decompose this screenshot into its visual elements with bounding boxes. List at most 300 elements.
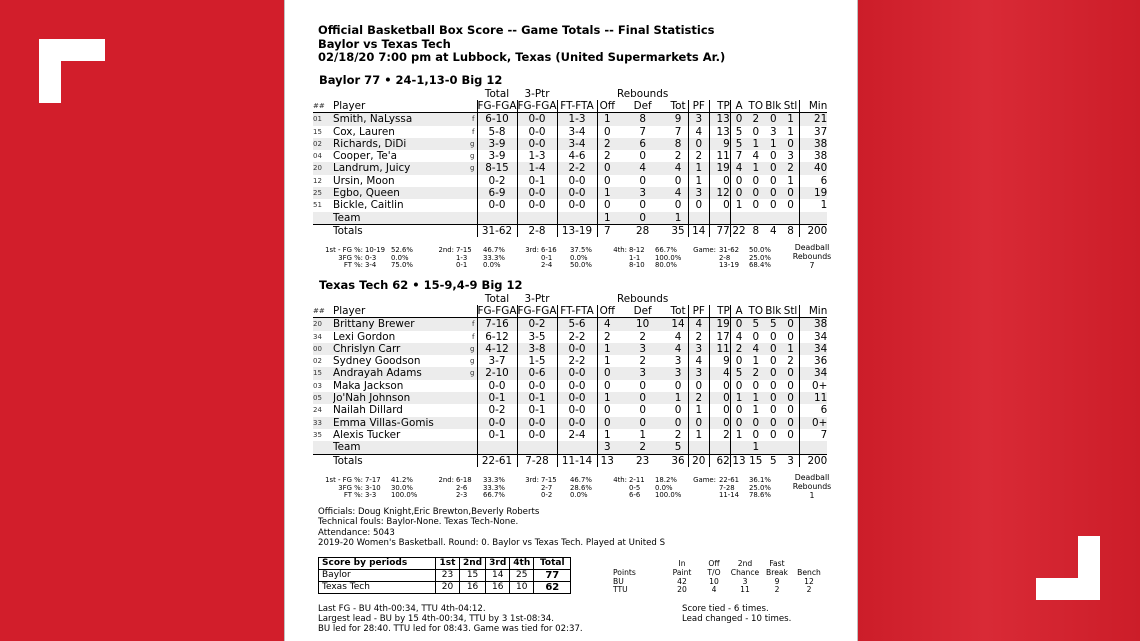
- player-def: 3: [617, 367, 668, 379]
- player-a: 5: [730, 126, 747, 138]
- pct-value: 7: [809, 261, 815, 270]
- player-pf: 0: [688, 417, 709, 429]
- totals-pos: [467, 454, 477, 467]
- player-tp3: 0-0: [517, 380, 557, 392]
- matchup-line: Baylor vs Texas Tech: [318, 37, 451, 51]
- officials-line: Officials: Doug Knight,Eric Brewton,Beverly Roberts: [318, 507, 540, 517]
- player-name: Lexi Gordon: [333, 330, 396, 343]
- player-tp3: 0-0: [517, 417, 557, 429]
- player-def: 3: [617, 187, 668, 199]
- player-blk: 0: [764, 343, 782, 355]
- pct-value: 28.6%: [570, 483, 592, 492]
- period-header: Total: [534, 558, 571, 570]
- player-a: 0: [730, 355, 747, 367]
- team-name: Baylor: [319, 570, 436, 582]
- player-tp: 19: [709, 162, 730, 174]
- header-min: Min: [799, 305, 827, 318]
- player-name: Maka Jackson: [333, 379, 404, 392]
- misc-stat-ttu: 2: [806, 585, 812, 595]
- pct-value: 2-3: [456, 491, 468, 500]
- team-row: [313, 441, 827, 454]
- header-off: Off: [597, 305, 617, 318]
- team-off: 1: [597, 212, 617, 225]
- pct-value: 100.0%: [391, 491, 418, 500]
- pct-value: 52.6%: [391, 246, 413, 254]
- totals-pf: 20: [688, 454, 709, 467]
- totals-tot: 36: [668, 454, 688, 467]
- player-pos: g: [467, 367, 477, 379]
- player-name: Landrum, Juicy: [333, 162, 467, 174]
- pct-value: 68.4%: [749, 261, 771, 270]
- player-def: 1: [639, 428, 646, 441]
- player-tot: 0: [674, 379, 682, 392]
- player-pf: 4: [688, 126, 709, 138]
- header-group-off: [597, 293, 617, 305]
- player-row: [313, 417, 827, 429]
- pct-value: 2-4: [541, 261, 553, 270]
- player-stl: 0: [782, 367, 799, 379]
- pct-q3a: [541, 247, 563, 270]
- player-row: [313, 126, 827, 138]
- header-def: Def: [617, 100, 668, 113]
- team-to: [747, 212, 764, 225]
- player-tp3: 0-0: [517, 126, 557, 138]
- player-tot: 0: [674, 404, 682, 417]
- player-tp: 0: [709, 392, 730, 404]
- player-tp: 9: [709, 138, 730, 150]
- player-num: 25: [313, 187, 333, 199]
- texas-tech-box-score-table: [313, 293, 827, 467]
- pct-q3a: [541, 477, 563, 500]
- pct-value: 46.7%: [483, 246, 505, 254]
- player-row: [313, 380, 827, 392]
- player-pf: 1: [688, 162, 709, 174]
- player-a: 1: [730, 429, 747, 441]
- pct-value: 1-1: [629, 253, 641, 262]
- player-pf: 0: [688, 199, 709, 211]
- table-header-group-row: [313, 293, 827, 305]
- header-num: ##: [313, 100, 333, 113]
- team-row: [313, 212, 827, 225]
- header-def: Def: [617, 305, 668, 318]
- player-off: 1: [597, 355, 617, 367]
- player-stl: 2: [787, 355, 794, 368]
- player-row: [313, 138, 827, 150]
- pct-value: 36.1%: [749, 476, 771, 484]
- player-tp3: 0-1: [517, 175, 557, 187]
- player-tp: 11: [709, 150, 730, 162]
- player-off: 0: [597, 162, 617, 174]
- misc-stat-ttu: 20: [677, 585, 687, 595]
- misc-stat-h2: Paint: [672, 567, 692, 577]
- period-score: 16: [486, 582, 510, 594]
- player-tp3: 0-0: [517, 429, 557, 441]
- misc-stat-column: [762, 560, 792, 595]
- player-tp3: 0-0: [517, 138, 557, 150]
- pct-value: FT %:: [343, 491, 363, 500]
- header-name: Player: [333, 305, 467, 318]
- header-group-blk: [764, 293, 782, 305]
- player-tp3: 0-6: [517, 367, 557, 379]
- player-to: 1: [752, 404, 760, 417]
- player-tp: 13: [709, 126, 730, 138]
- team-tp: [709, 212, 730, 225]
- pct-value: 0-3: [365, 253, 377, 262]
- player-blk: 3: [769, 125, 777, 138]
- team-name: Team: [333, 441, 467, 454]
- header-group-off: [597, 88, 617, 100]
- table-header-group-row: [313, 88, 827, 100]
- header-group-tot: [668, 88, 688, 100]
- player-name: Smith, NaLyssa: [333, 113, 467, 126]
- player-fg: 0-2: [477, 404, 517, 416]
- player-to: 2: [747, 113, 764, 126]
- player-tp3: 1-5: [517, 355, 557, 367]
- player-pf: 2: [688, 331, 709, 343]
- player-off: 0: [597, 175, 617, 187]
- player-def: 0: [617, 417, 668, 429]
- player-stl: 1: [787, 125, 794, 138]
- player-tot: 14: [668, 318, 688, 331]
- player-pf: 2: [688, 150, 709, 162]
- player-pf: 0: [688, 380, 709, 392]
- player-a: 0: [730, 187, 747, 199]
- period-header: 1st: [436, 558, 460, 570]
- team-num: [313, 212, 333, 225]
- pct-q2a: [456, 477, 478, 500]
- lead-changed-line: Lead changed - 10 times.: [682, 614, 792, 624]
- player-def: 10: [617, 318, 668, 331]
- totals-tp: 62: [709, 454, 730, 467]
- player-pf: 4: [688, 318, 709, 331]
- pct-q1b: [391, 247, 421, 270]
- pct-value: 0-2: [541, 491, 553, 500]
- score-by-periods-label: Score by periods: [319, 558, 436, 570]
- player-stl: 1: [782, 343, 799, 355]
- player-name: Andrayah Adams: [333, 367, 467, 379]
- pct-value: 30.0%: [391, 483, 413, 492]
- player-off: 0: [597, 380, 617, 392]
- player-name: Chrislyn Carr: [333, 343, 467, 355]
- player-pos: [467, 392, 477, 404]
- player-name: Jo'Nah Johnson: [333, 392, 467, 404]
- team-blk: [764, 441, 782, 454]
- player-fg: 3-9: [477, 150, 517, 162]
- player-blk: 0: [764, 187, 782, 199]
- player-row: [313, 331, 827, 343]
- header-group-min: [799, 88, 827, 100]
- score-tied-line: Score tied - 6 times.: [682, 604, 769, 614]
- header-group-tp: [709, 88, 730, 100]
- box-score-document: [284, 0, 858, 641]
- player-fg: 2-10: [477, 367, 517, 379]
- pct-value: 10-19: [365, 246, 386, 254]
- header-group-num: [313, 293, 333, 305]
- player-num: 15: [313, 127, 322, 136]
- player-row: [313, 150, 827, 162]
- player-name: Alexis Tucker: [333, 428, 401, 441]
- player-blk: 0: [769, 404, 777, 417]
- player-def: 4: [617, 162, 668, 174]
- player-ft: 2-2: [557, 162, 597, 174]
- player-tot: 2: [674, 150, 682, 163]
- pct-value: 1: [809, 491, 815, 500]
- pct-label: Game:: [693, 246, 716, 254]
- corner-bracket-bottom-right-vertical: [1078, 536, 1100, 600]
- pct-value: 66.7%: [655, 246, 677, 254]
- player-ft: 2-4: [557, 429, 597, 441]
- player-a: 2: [730, 343, 747, 355]
- misc-stat-h2: Points: [613, 567, 636, 577]
- pct-value: 33.3%: [483, 483, 505, 492]
- player-min: 21: [799, 113, 827, 126]
- pct-q3b: [570, 477, 600, 500]
- player-def: 0: [617, 392, 668, 404]
- pct-value: 50.0%: [749, 246, 771, 254]
- player-tot: 4: [668, 187, 688, 199]
- team-pos: [467, 441, 477, 454]
- player-tp3: 0-1: [517, 404, 557, 416]
- header-fg: FG-FGA: [477, 305, 517, 317]
- player-ft: 0-0: [557, 187, 597, 199]
- header-group-tp: [709, 293, 730, 305]
- pct-q4l: [601, 477, 627, 485]
- header-ft: FT-FTA: [557, 100, 597, 113]
- player-fg: 4-12: [477, 343, 517, 355]
- player-def: 2: [639, 330, 646, 343]
- player-row: [313, 318, 827, 331]
- pct-value: 25.0%: [749, 253, 771, 262]
- team-min: [799, 212, 827, 225]
- pct-value: 0.0%: [655, 483, 673, 492]
- player-name: Richards, DiDi: [333, 138, 467, 150]
- player-min: 1: [799, 199, 827, 211]
- player-min: 19: [799, 187, 827, 199]
- totals-stl: 8: [782, 224, 799, 237]
- player-to: 5: [747, 318, 764, 331]
- period-score: 15: [460, 570, 486, 582]
- pct-labels: [315, 247, 363, 270]
- player-ft: 2-2: [557, 355, 597, 367]
- player-stl: 1: [782, 113, 799, 126]
- player-a: 0: [730, 404, 747, 416]
- attendance-line: Attendance: 5043: [318, 528, 395, 538]
- header-ft: FT-FTA: [557, 305, 597, 318]
- player-tot: 0: [674, 199, 682, 212]
- pct-value: 7-28: [719, 483, 735, 492]
- player-tp: 0: [709, 199, 730, 211]
- pct-value: 3-10: [365, 483, 381, 492]
- player-row: [313, 404, 827, 416]
- last-fg-line: Last FG - BU 4th-00:34, TTU 4th-04:12.: [318, 604, 486, 614]
- player-tp: 0: [709, 417, 730, 429]
- pct-q1b: [391, 477, 421, 500]
- player-row: [313, 162, 827, 174]
- player-ft: 1-3: [557, 113, 597, 126]
- period-score: 25: [510, 570, 534, 582]
- player-tp3: 3-8: [517, 343, 557, 355]
- player-tot: 0: [674, 174, 682, 187]
- pct-value: 41.2%: [391, 476, 413, 484]
- player-pf: 4: [688, 355, 709, 367]
- header-group-ft: [557, 88, 597, 100]
- totals-off: 13: [597, 454, 617, 467]
- player-tot: 9: [668, 113, 688, 126]
- misc-stat-h2: Chance: [730, 567, 760, 577]
- pct-value: 2-6: [456, 483, 468, 492]
- player-min: 6: [799, 175, 827, 187]
- player-min: 34: [799, 331, 827, 343]
- player-fg: 6-10: [477, 113, 517, 126]
- totals-fg: 22-61: [477, 454, 517, 467]
- header-group-def: Rebounds: [617, 293, 669, 305]
- pct-value: 2-7: [541, 483, 553, 492]
- totals-stl: 3: [782, 454, 799, 467]
- player-ft: 0-0: [557, 175, 597, 187]
- header-min: Min: [799, 100, 827, 113]
- player-pf: 1: [688, 429, 709, 441]
- player-def: 0: [639, 174, 646, 187]
- pct-value: 6-6: [629, 491, 641, 500]
- player-pf: 3: [688, 187, 709, 199]
- header-pf: PF: [688, 305, 709, 318]
- header-name: Player: [333, 100, 467, 113]
- player-min: 37: [799, 126, 827, 138]
- player-to: 0: [752, 174, 760, 187]
- pct-gl: [686, 247, 716, 255]
- player-ft: 0-0: [557, 380, 597, 392]
- player-pos: f: [467, 113, 477, 126]
- team-fg: [477, 441, 517, 454]
- player-pos: f: [467, 318, 477, 331]
- score-by-periods-header: [319, 558, 571, 570]
- period-score: 23: [436, 570, 460, 582]
- player-pos: [467, 175, 477, 187]
- player-off: 1: [597, 429, 617, 441]
- player-row: [313, 392, 827, 404]
- player-min: 7: [799, 429, 827, 441]
- header-pf: PF: [688, 100, 709, 113]
- player-def: 0: [639, 199, 646, 212]
- player-num: 00: [313, 343, 333, 355]
- pct-value: 33.3%: [483, 253, 505, 262]
- player-name: Ursin, Moon: [333, 174, 395, 187]
- player-ft: 5-6: [557, 318, 597, 331]
- player-def: 0: [639, 404, 646, 417]
- player-pf: 0: [688, 138, 709, 150]
- player-blk: 0: [769, 174, 777, 187]
- player-def: 0: [639, 150, 646, 163]
- player-num: 01: [313, 113, 333, 126]
- player-pf: 2: [688, 392, 709, 404]
- pct-value: 0.0%: [483, 261, 501, 270]
- player-name: Cox, Lauren: [333, 125, 395, 138]
- pct-label: 4th:: [613, 246, 627, 254]
- team-def: 0: [617, 212, 668, 225]
- team-blk: [764, 212, 782, 225]
- player-min: 0+: [799, 380, 827, 392]
- pct-value: Rebounds: [792, 482, 832, 491]
- total-score: 62: [534, 582, 571, 594]
- misc-stat-ttu: 4: [711, 585, 717, 595]
- player-a: 5: [730, 367, 747, 379]
- pct-dead: [785, 473, 839, 500]
- player-pos: g: [470, 357, 475, 366]
- totals-blk: 5: [764, 454, 782, 467]
- team-num: [313, 441, 333, 454]
- totals-num: [313, 224, 333, 237]
- player-tp3: 0-2: [517, 318, 557, 331]
- player-stl: 2: [782, 162, 799, 174]
- team-tot: 1: [668, 212, 688, 225]
- period-header: 3rd: [486, 558, 510, 570]
- pct-value: 31-62: [719, 246, 740, 254]
- pct-value: 50.0%: [570, 261, 592, 270]
- player-off: 2: [597, 331, 617, 343]
- header-stl: Stl: [783, 305, 798, 317]
- player-off: 0: [597, 417, 617, 429]
- pct-label: 4th:: [613, 476, 627, 484]
- misc-stat-h1: In: [678, 559, 686, 568]
- player-num: 24: [313, 406, 322, 415]
- player-tp: 4: [709, 367, 730, 379]
- season-line: 2019-20 Women's Basketball. Round: 0. Baylor vs Texas Tech. Played at United S: [318, 538, 666, 548]
- pct-value: 8-12: [629, 246, 645, 254]
- period-header: 2nd: [460, 558, 486, 570]
- player-blk: 0: [769, 379, 777, 392]
- header-group-pos: [467, 293, 477, 305]
- totals-tot: 35: [668, 224, 688, 237]
- score-by-periods-row: [319, 570, 571, 582]
- player-tp: 11: [709, 343, 730, 355]
- team-off: 3: [597, 441, 617, 454]
- player-fg: 7-16: [477, 318, 517, 331]
- pct-q1a: [365, 247, 389, 270]
- player-ft: 4-6: [557, 150, 597, 162]
- player-off: 1: [597, 187, 617, 199]
- player-row: [313, 199, 827, 211]
- player-num: 51: [313, 201, 322, 210]
- player-blk: 0: [764, 417, 782, 429]
- header-group-to: [747, 88, 764, 100]
- header-tp3: FG-FGA: [517, 100, 557, 112]
- player-blk: 1: [764, 138, 782, 150]
- player-num: 35: [313, 430, 322, 439]
- team-a: [730, 441, 747, 454]
- player-to: 0: [747, 187, 764, 199]
- pct-value: 7-17: [365, 476, 381, 484]
- misc-stat-h1: 2nd: [737, 559, 753, 568]
- player-num: 15: [313, 367, 333, 379]
- player-off: 2: [597, 138, 617, 150]
- player-tp: 19: [709, 318, 730, 331]
- pct-value: 37.5%: [570, 246, 592, 254]
- team-def: 2: [617, 441, 668, 454]
- totals-a: 22: [730, 224, 747, 237]
- player-pf: 1: [688, 175, 709, 187]
- header-tp: TP: [709, 305, 730, 318]
- player-to: 0: [752, 379, 760, 392]
- player-num: 34: [313, 332, 322, 341]
- pct-value: 6-16: [541, 246, 557, 254]
- header-group-def: Rebounds: [617, 88, 669, 100]
- player-blk: 0: [769, 355, 777, 368]
- totals-def: 23: [617, 454, 668, 467]
- player-num: 33: [313, 417, 333, 429]
- player-tot: 4: [674, 330, 682, 343]
- pct-value: FT %:: [343, 261, 363, 270]
- header-group-pf: [688, 88, 709, 100]
